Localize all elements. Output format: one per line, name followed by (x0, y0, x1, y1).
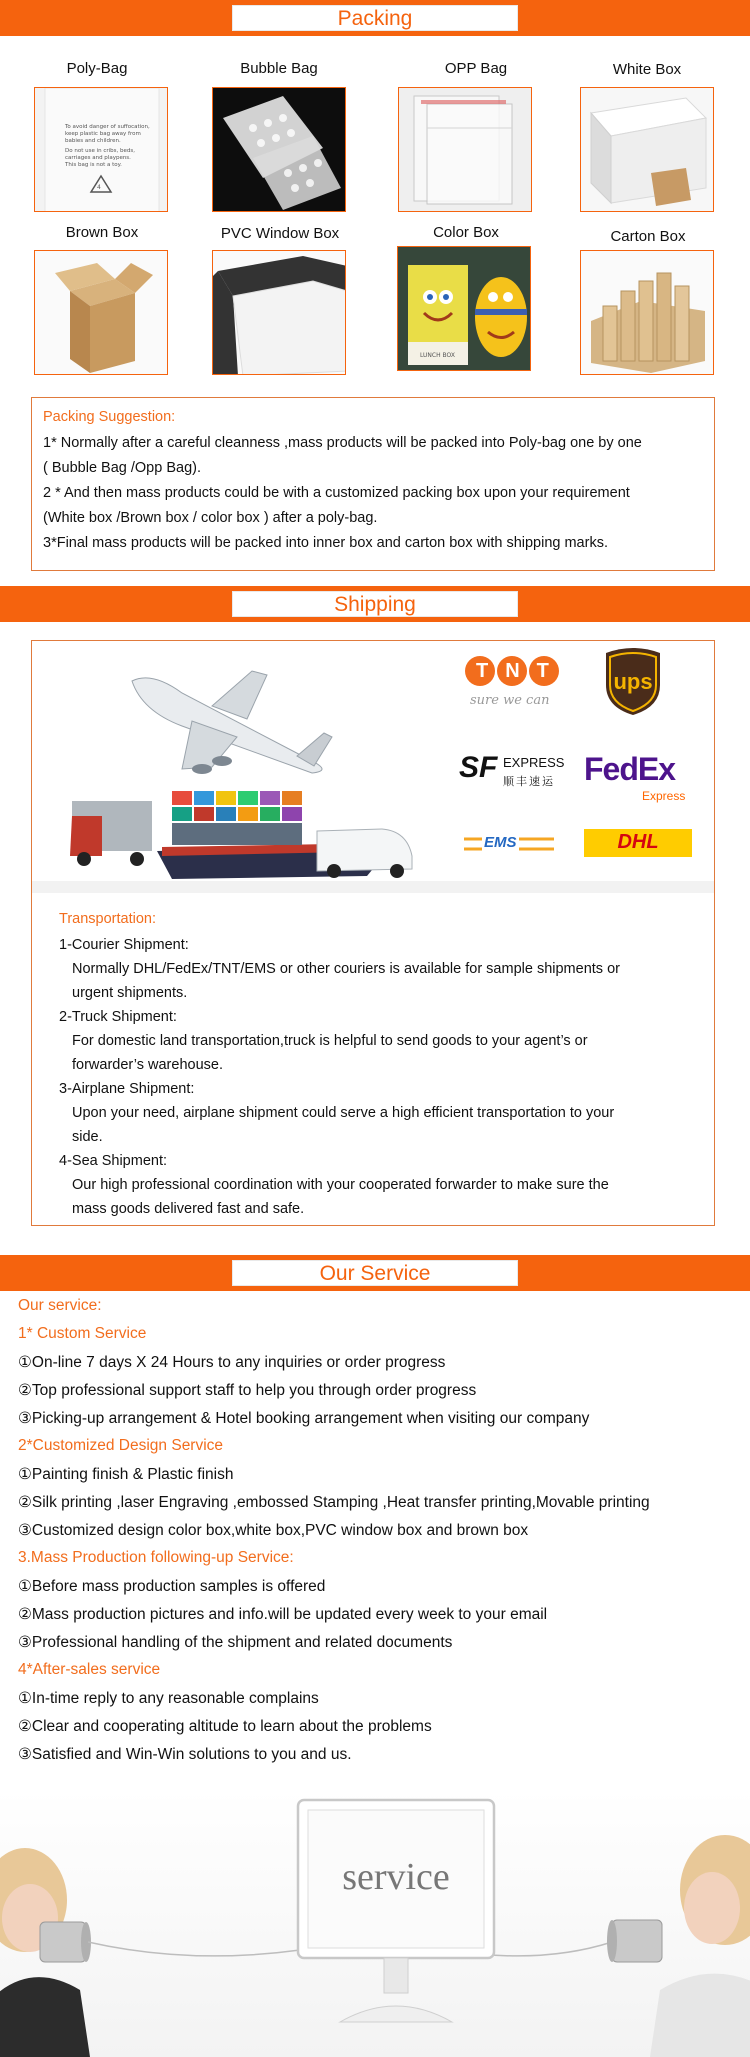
service-banner-label: Our Service (232, 1260, 518, 1286)
polybag-warning-4: Do not use in cribs, beds, (65, 148, 135, 154)
shipping-banner-label: Shipping (232, 591, 518, 617)
ups-logo-text: ups (613, 669, 653, 694)
service-1-item-2: ②Top professional support staff to help you through order progress (18, 1382, 477, 1399)
suggestion-line-2: ( Bubble Bag /Opp Bag). (43, 460, 201, 476)
service-3-item-2: ②Mass production pictures and info.will be updated every week to your email (18, 1606, 548, 1623)
shipping-box (31, 640, 715, 1226)
right-tin-can-icon (607, 1920, 662, 1962)
packing-suggestion-box (31, 397, 715, 571)
monitor-icon (298, 1800, 494, 2022)
service-group-1-head: 1* Custom Service (18, 1325, 147, 1342)
service-intro: Our service: (18, 1297, 102, 1314)
polybag-warning-1: To avoid danger of suffocation, (65, 124, 150, 130)
polybag-warning-3: babies and children. (65, 138, 121, 144)
right-person-icon (650, 1835, 750, 2057)
service-4-item-2: ②Clear and cooperating altitude to learn about the problems (18, 1718, 432, 1735)
carton-box-image (580, 250, 714, 375)
svg-text:4: 4 (97, 184, 101, 191)
dhl-logo-text: DHL (617, 831, 659, 853)
service-group-3-head: 3.Mass Production following-up Service: (18, 1549, 294, 1566)
service-2-item-1: ①Painting finish & Plastic finish (18, 1466, 234, 1483)
brown-box-title: Brown Box (65, 224, 139, 241)
pvc-window-box-image (212, 250, 346, 375)
lunch-box-text: LUNCH BOX (420, 352, 455, 359)
ems-logo (464, 833, 559, 855)
transport-body-3a: Upon your need, airplane shipment could serve a high efficient transportation to your (72, 1105, 615, 1121)
packing-banner-label: Packing (232, 5, 518, 31)
dhl-logo (584, 829, 692, 857)
transport-head-2: 2-Truck Shipment: (59, 1009, 177, 1025)
airplane-icon (132, 671, 332, 774)
service-2-item-2: ②Silk printing ,laser Engraving ,embossed Stamping ,Heat transfer printing,Movable printing (18, 1494, 650, 1511)
poly-bag-image (34, 87, 168, 212)
fedex-sub-text: Express (642, 789, 686, 803)
suggestion-line-5: 3*Final mass products will be packed into inner box and carton box with shipping marks. (43, 535, 608, 551)
service-4-item-1: ①In-time reply to any reasonable complains (18, 1690, 319, 1707)
transport-body-1a: Normally DHL/FedEx/TNT/EMS or other couriers is available for sample shipments or (72, 961, 620, 977)
bubble-bag-title: Bubble Bag (240, 60, 318, 77)
polybag-warning-2: keep plastic bag away from (65, 131, 141, 137)
service-3-item-1: ①Before mass production samples is offered (18, 1578, 326, 1595)
suggestion-line-4: (White box /Brown box / color box ) after a poly-bag. (43, 510, 378, 526)
transportation-title: Transportation: (59, 911, 156, 927)
transport-body-2b: forwarder’s warehouse. (72, 1057, 223, 1073)
brown-box-image (34, 250, 168, 375)
transport-head-4: 4-Sea Shipment: (59, 1153, 168, 1169)
tnt-logo (462, 649, 572, 724)
polybag-warning-6: This bag is not a toy. (65, 162, 122, 168)
packing-suggestion-title: Packing Suggestion: (43, 409, 176, 425)
left-tin-can-icon (40, 1922, 91, 1962)
sf-logo-text: SF (459, 751, 498, 784)
service-group-4-head: 4*After-sales service (18, 1661, 161, 1678)
opp-bag-image (398, 87, 532, 212)
transport-head-1: 1-Courier Shipment: (59, 937, 189, 953)
color-box-title: Color Box (433, 224, 499, 241)
shipping-divider (32, 881, 714, 893)
transport-body-2a: For domestic land transportation,truck is helpful to send goods to your agent’s or (72, 1033, 588, 1049)
ems-logo-text: EMS (484, 834, 517, 851)
shipping-banner (0, 586, 750, 622)
white-box-title: White Box (612, 61, 682, 78)
transportation-list (59, 933, 620, 1221)
service-1-item-3: ③Picking-up arrangement & Hotel booking arrangement when visiting our company (18, 1410, 590, 1427)
sf-express-logo (459, 751, 579, 801)
transport-body-4b: mass goods delivered fast and safe. (72, 1201, 305, 1217)
service-banner (0, 1255, 750, 1291)
transport-illustration (62, 651, 442, 881)
carton-box-title: Carton Box (610, 228, 686, 245)
opp-bag-title: OPP Bag (444, 60, 508, 77)
truck-icon (70, 801, 152, 866)
transport-body-1b: urgent shipments. (72, 985, 188, 1001)
white-box-image (580, 87, 714, 212)
service-group-2-head: 2*Customized Design Service (18, 1437, 224, 1454)
transport-body-3b: side. (72, 1129, 103, 1145)
ups-logo (602, 645, 664, 717)
transport-body-4a: Our high professional coordination with your cooperated forwarder to make sure the (72, 1177, 609, 1193)
pvc-window-box-title: PVC Window Box (220, 225, 340, 242)
service-footer-illustration (0, 1790, 750, 2057)
fedex-logo (584, 751, 704, 811)
transport-head-3: 3-Airplane Shipment: (59, 1081, 195, 1097)
service-3-item-3: ③Professional handling of the shipment and related documents (18, 1634, 453, 1651)
bubble-bag-image (212, 87, 346, 212)
fedex-logo-text: FedEx (584, 751, 676, 787)
service-4-item-3: ③Satisfied and Win-Win solutions to you and us. (18, 1746, 352, 1763)
sf-cn-text: 顺丰速运 (503, 776, 555, 788)
service-2-item-3: ③Customized design color box,white box,PVC window box and brown box (18, 1522, 529, 1539)
tnt-tagline: sure we can (470, 693, 550, 708)
packing-banner (0, 0, 750, 36)
packing-suggestion-text (43, 431, 642, 556)
tnt-logo-text: TNT (476, 660, 566, 682)
color-box-image (397, 246, 531, 371)
suggestion-line-3: 2 * And then mass products could be with a customized packing box upon your requirement (43, 485, 630, 501)
service-footer-word: service (342, 1856, 450, 1898)
poly-bag-title: Poly-Bag (66, 60, 128, 77)
sf-express-text: EXPRESS (503, 755, 565, 770)
suggestion-line-1: 1* Normally after a careful cleanness ,mass products will be packed into Poly-bag one by one (43, 435, 642, 451)
service-1-item-1: ①On-line 7 days X 24 Hours to any inquiries or order progress (18, 1354, 446, 1371)
polybag-warning-5: carriages and playpens. (65, 155, 131, 161)
